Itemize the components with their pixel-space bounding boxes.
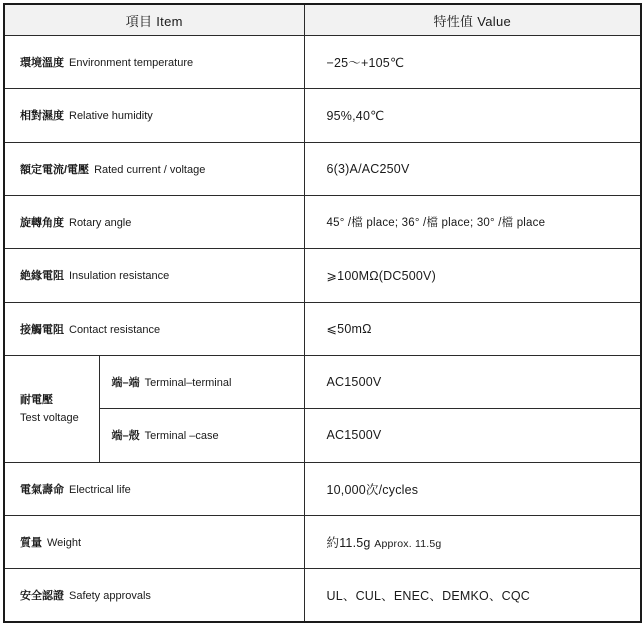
table-row bbox=[4, 36, 641, 89]
spec-table bbox=[3, 3, 642, 623]
label-en: Rated current / voltage bbox=[94, 163, 206, 176]
row-label bbox=[4, 249, 304, 302]
row-value: −25～+105℃ bbox=[304, 36, 641, 89]
table-row bbox=[4, 569, 641, 622]
table-row bbox=[4, 302, 641, 355]
row-label bbox=[4, 142, 304, 195]
label-cn: 端–端 bbox=[111, 377, 140, 390]
table-row bbox=[4, 142, 641, 195]
label-cn: 環境溫度 bbox=[20, 57, 64, 70]
header-value: 特性值 Value bbox=[304, 4, 641, 36]
table-row bbox=[4, 515, 641, 568]
table-row bbox=[4, 355, 641, 408]
sub-label bbox=[99, 409, 304, 462]
test-voltage-label bbox=[4, 355, 99, 462]
row-label bbox=[4, 89, 304, 142]
row-label bbox=[4, 569, 304, 622]
row-value: AC1500V bbox=[304, 409, 641, 462]
weight-value: 約11.5g bbox=[326, 535, 371, 550]
label-cn: 相對濕度 bbox=[20, 110, 64, 123]
label-cn: 耐電壓 bbox=[20, 393, 53, 406]
label-cn: 絶緣電阻 bbox=[20, 270, 64, 283]
table-header-row bbox=[4, 4, 641, 36]
label-en: Safety approvals bbox=[69, 590, 151, 603]
label-cn: 質量 bbox=[20, 536, 42, 549]
label-en: Contact resistance bbox=[69, 323, 161, 336]
label-cn: 旋轉角度 bbox=[20, 217, 64, 230]
table-row bbox=[4, 249, 641, 302]
label-en: Insulation resistance bbox=[69, 270, 170, 283]
row-value: UL、CUL、ENEC、DEMKO、CQC bbox=[304, 569, 641, 622]
row-value bbox=[304, 195, 641, 248]
row-label bbox=[4, 462, 304, 515]
table-row bbox=[4, 89, 641, 142]
header-item: 項目 Item bbox=[4, 4, 304, 36]
row-value: AC1500V bbox=[304, 355, 641, 408]
label-en: Test voltage bbox=[20, 411, 79, 424]
label-en: Terminal –case bbox=[144, 430, 219, 443]
label-en: Electrical life bbox=[69, 483, 131, 496]
sub-label bbox=[99, 355, 304, 408]
row-value: 10,000次/cycles bbox=[304, 462, 641, 515]
row-label bbox=[4, 515, 304, 568]
row-value: ⩾100MΩ(DC500V) bbox=[304, 249, 641, 302]
label-cn: 電氣壽命 bbox=[20, 483, 64, 496]
table-row bbox=[4, 462, 641, 515]
label-en: Rotary angle bbox=[69, 217, 132, 230]
row-label bbox=[4, 195, 304, 248]
row-value: 95%,40℃ bbox=[304, 89, 641, 142]
label-cn: 安全認證 bbox=[20, 590, 64, 603]
weight-value-approx: Approx. 11.5g bbox=[374, 537, 442, 550]
label-en: Environment temperature bbox=[69, 57, 194, 70]
label-en: Weight bbox=[47, 536, 82, 549]
label-cn: 端–殻 bbox=[111, 430, 140, 443]
label-en: Terminal–terminal bbox=[144, 377, 232, 390]
row-value: ⩽50mΩ bbox=[304, 302, 641, 355]
label-en: Relative humidity bbox=[69, 110, 153, 123]
table-row bbox=[4, 195, 641, 248]
label-cn: 額定電流/電壓 bbox=[20, 163, 90, 176]
rotary-angle-value: 45° /檔 place; 36° /檔 place; 30° /檔 place bbox=[326, 217, 546, 230]
row-label bbox=[4, 36, 304, 89]
row-value bbox=[304, 515, 641, 568]
label-cn: 接觸電阻 bbox=[20, 323, 64, 336]
row-value: 6(3)A/AC250V bbox=[304, 142, 641, 195]
table-row bbox=[4, 409, 641, 462]
row-label bbox=[4, 302, 304, 355]
